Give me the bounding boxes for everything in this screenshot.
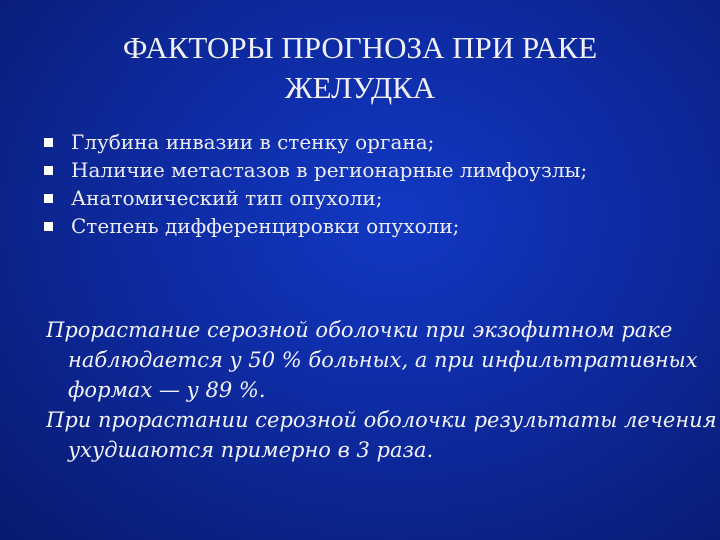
square-bullet-icon	[44, 222, 53, 231]
bullet-item	[44, 156, 714, 184]
bullet-text: Глубина инвазии в стенку органа;	[71, 130, 435, 154]
bullet-list	[44, 128, 714, 240]
bullet-item	[44, 128, 714, 156]
bullet-text: Анатомический тип опухоли;	[71, 186, 383, 210]
bullet-item	[44, 184, 714, 212]
square-bullet-icon	[44, 194, 53, 203]
note-line: Прорастание серозной оболочки при экзофитном раке	[46, 318, 673, 342]
title-line-1: ФАКТОРЫ ПРОГНОЗА ПРИ РАКЕ	[122, 30, 598, 65]
bullet-item	[44, 212, 714, 240]
square-bullet-icon	[44, 138, 53, 147]
notes-block	[46, 315, 720, 465]
slide-title	[60, 28, 660, 108]
square-bullet-icon	[44, 166, 53, 175]
note-line: При прорастании серозной оболочки результаты лечения	[46, 408, 717, 432]
title-line-2: ЖЕЛУДКА	[284, 70, 436, 105]
bullet-text: Степень дифференцировки опухоли;	[71, 214, 460, 238]
bullet-text: Наличие метастазов в регионарные лимфоузлы;	[71, 158, 588, 182]
note-line: ухудшаются примерно в 3 раза.	[68, 438, 434, 462]
note-line: наблюдается у 50 % больных, а при инфильтративных	[68, 348, 698, 372]
note-line: формах — у 89 %.	[68, 378, 266, 402]
